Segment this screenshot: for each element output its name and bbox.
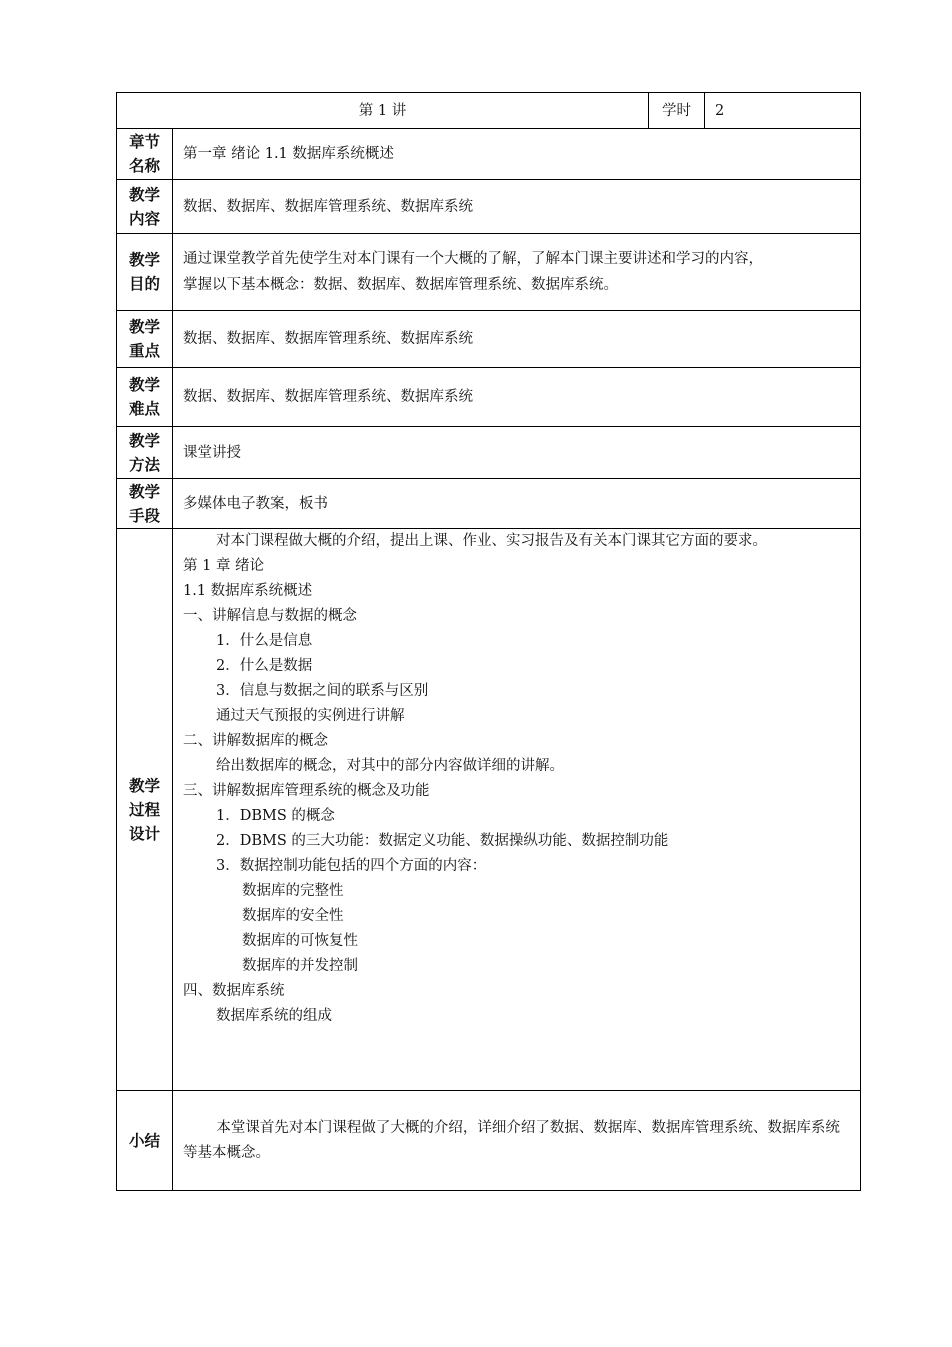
row-method bbox=[117, 427, 861, 479]
content-label-line-2: 内容 bbox=[128, 208, 160, 228]
objective-label bbox=[117, 234, 173, 311]
process-note: 数据库系统的组成 bbox=[216, 1008, 332, 1024]
process-subitem: 数据库的可恢复性 bbox=[242, 933, 358, 949]
process-value bbox=[173, 529, 861, 1091]
process-item: 3．数据控制功能包括的四个方面的内容： bbox=[216, 858, 487, 874]
chapter-value: 第一章 绪论 1.1 数据库系统概述 bbox=[173, 129, 861, 180]
lesson-plan-table bbox=[116, 92, 861, 1191]
key-points-value: 数据、数据库、数据库管理系统、数据库系统 bbox=[173, 311, 861, 368]
method-value: 课堂讲授 bbox=[173, 427, 861, 479]
row-chapter bbox=[117, 129, 861, 180]
row-difficulties bbox=[117, 368, 861, 427]
difficulties-label-line-1: 教学 bbox=[128, 375, 160, 394]
method-label-line-1: 教学 bbox=[128, 430, 160, 450]
objective-label-line-2: 目的 bbox=[128, 274, 160, 293]
chapter-label bbox=[117, 129, 173, 180]
key-points-label-line-1: 教学 bbox=[128, 317, 160, 336]
difficulties-label-line-2: 难点 bbox=[128, 399, 160, 418]
process-note: 通过天气预报的实例进行讲解 bbox=[216, 708, 405, 724]
content-value: 数据、数据库、数据库管理系统、数据库系统 bbox=[173, 180, 861, 234]
lecture-title: 第 1 讲 bbox=[117, 93, 649, 129]
process-chapter-heading: 第 1 章 绪论 bbox=[183, 558, 265, 574]
means-label-line-1: 教学 bbox=[128, 481, 160, 501]
process-item: 2．什么是数据 bbox=[216, 658, 313, 674]
process-item: 3．信息与数据之间的联系与区别 bbox=[216, 683, 429, 699]
process-note: 给出数据库的概念，对其中的部分内容做详细的讲解。 bbox=[216, 758, 564, 774]
process-subitem: 数据库的并发控制 bbox=[242, 958, 358, 974]
key-points-label bbox=[117, 311, 173, 368]
process-intro: 对本门课程做大概的介绍，提出上课、作业、实习报告及有关本门课其它方面的要求。 bbox=[216, 533, 767, 549]
row-means bbox=[117, 479, 861, 529]
difficulties-value: 数据、数据库、数据库管理系统、数据库系统 bbox=[173, 368, 861, 427]
process-part-3: 三、讲解数据库管理系统的概念及功能 bbox=[183, 783, 430, 799]
process-label-line-1: 教学 bbox=[128, 775, 160, 795]
process-label-line-2: 过程 bbox=[128, 799, 160, 819]
key-points-label-line-2: 重点 bbox=[128, 341, 160, 360]
method-label bbox=[117, 427, 173, 479]
chapter-label-line-2: 名称 bbox=[128, 156, 160, 175]
summary-label bbox=[117, 1091, 173, 1191]
summary-text: 本堂课首先对本门课程做了大概的介绍，详细介绍了数据、数据库、数据库管理系统、数据库系统等基本概念。 bbox=[183, 1119, 840, 1161]
chapter-label-line-1: 章节 bbox=[128, 132, 160, 151]
objective-line-2: 掌握以下基本概念：数据、数据库、数据库管理系统、数据库系统。 bbox=[183, 277, 618, 293]
header-row bbox=[117, 93, 861, 129]
means-label-line-2: 手段 bbox=[128, 505, 160, 525]
process-part-1: 一、讲解信息与数据的概念 bbox=[183, 608, 357, 624]
hours-value: 2 bbox=[705, 93, 861, 129]
means-label bbox=[117, 479, 173, 529]
summary-value bbox=[173, 1091, 861, 1191]
difficulties-label bbox=[117, 368, 173, 427]
process-item: 1．什么是信息 bbox=[216, 633, 313, 649]
process-part-2: 二、讲解数据库的概念 bbox=[183, 733, 328, 749]
objective-label-line-1: 教学 bbox=[128, 250, 160, 269]
row-process bbox=[117, 529, 861, 1091]
content-label-line-1: 教学 bbox=[128, 184, 160, 204]
row-objective bbox=[117, 234, 861, 311]
process-item: 2．DBMS 的三大功能：数据定义功能、数据操纵功能、数据控制功能 bbox=[216, 833, 669, 849]
row-key-points bbox=[117, 311, 861, 368]
process-part-4: 四、数据库系统 bbox=[183, 983, 285, 999]
means-value: 多媒体电子教案，板书 bbox=[173, 479, 861, 529]
row-content bbox=[117, 180, 861, 234]
objective-value bbox=[173, 234, 861, 311]
process-item: 1．DBMS 的概念 bbox=[216, 808, 335, 824]
process-label-line-3: 设计 bbox=[128, 823, 160, 843]
hours-label: 学时 bbox=[649, 93, 705, 129]
row-summary bbox=[117, 1091, 861, 1191]
process-subitem: 数据库的完整性 bbox=[242, 883, 344, 899]
summary-label-text: 小结 bbox=[128, 1130, 160, 1150]
content-label bbox=[117, 180, 173, 234]
process-subitem: 数据库的安全性 bbox=[242, 908, 344, 924]
process-label bbox=[117, 529, 173, 1091]
objective-line-1: 通过课堂教学首先使学生对本门课有一个大概的了解，了解本门课主要讲述和学习的内容， bbox=[183, 251, 763, 267]
method-label-line-2: 方法 bbox=[128, 454, 160, 474]
process-section-heading: 1.1 数据库系统概述 bbox=[183, 583, 313, 599]
